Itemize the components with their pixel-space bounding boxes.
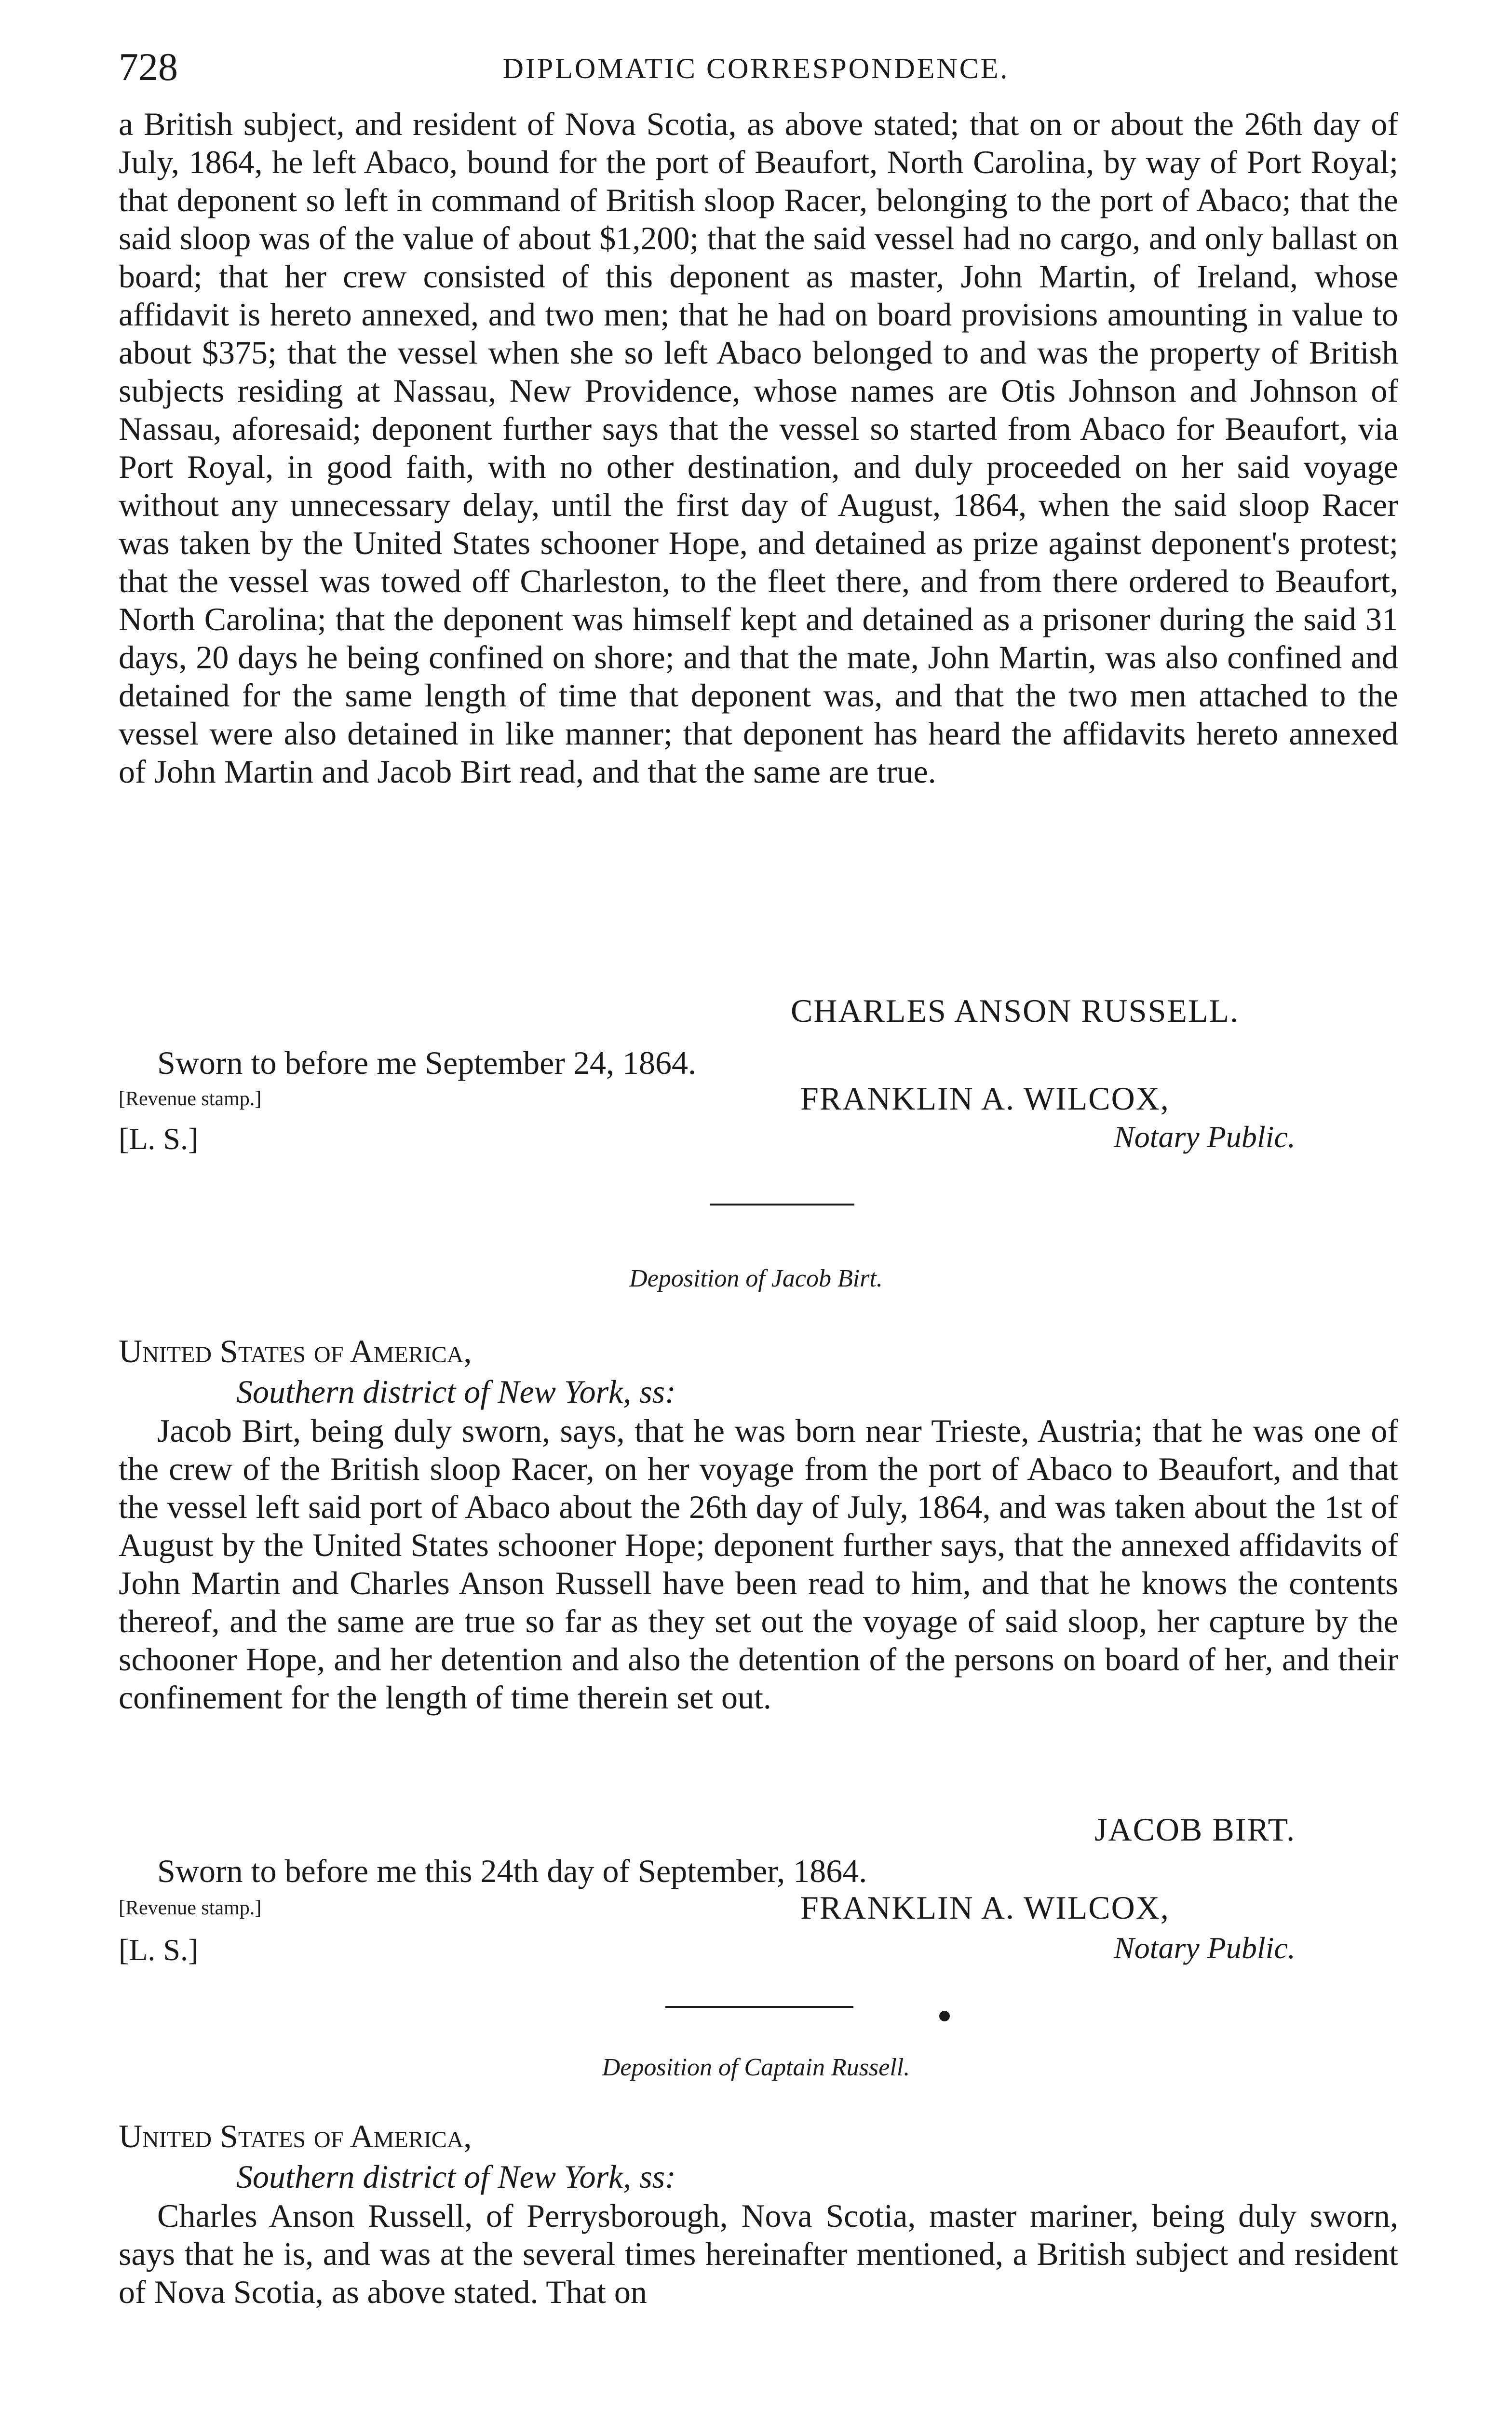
birt-venue: United States of America,: [119, 1333, 472, 1369]
russell-affidavit-text: a British subject, and resident of Nova Scotia, as above stated; that on or about the 26th day of July, 1864, he left Abaco, bound for the port of Beaufort, North Carolina, by way of Port Royal; that deponent so left in command of British sloop Racer, belonging to the port of Abaco; that the said sloop was of the value of about $1,200; that the said vessel had no cargo, and only ballast on board; that her crew consisted of this deponent as master, John Martin, of Ireland, whose affidavit is hereto annexed, and two men; that he had on board provisions amounting in value to about $375; that the vessel when she so left Abaco belonged to and was the property of British subjects residing at Nassau, New Providence, whose names are Otis Johnson and Johnson of Nassau, aforesaid; deponent further says that the vessel so started from Abaco for Beaufort, via Port Royal, in good faith, with no other destination, and duly proceeded on her said voyage without any unnecessary delay, until the first day of August, 1864, when the said sloop Racer was taken by the United States schooner Hope, and detained as prize against deponent's protest; that the vessel was towed off Charleston, to the fleet there, and from there ordered to Beaufort, North Carolina; that the deponent was himself kept and detained as a prisoner during the said 31 days, 20 days he being confined on shore; and that the mate, John Martin, was also confined and detained for the same length of time that deponent was, and that the two men attached to the vessel were also detained in like manner; that deponent has heard the affidavits hereto annexed of John Martin and Jacob Birt read, and that the same are true.: [119, 106, 1398, 790]
birt-revenue-stamp-note: [Revenue stamp.]: [119, 1897, 262, 1919]
revenue-stamp-note: [Revenue stamp.]: [119, 1088, 262, 1110]
notary-title: Notary Public.: [1114, 1120, 1296, 1154]
russell-deposition-text: Charles Anson Russell, of Perrysborough, Nova Scotia, master mariner, being duly sworn, says that he is, and was at the several times hereinafter mentioned, a British subject and resident of Nova Scotia, as above stated. That on: [119, 2197, 1398, 2310]
birt-deposition-title: Deposition of Jacob Birt.: [629, 1265, 883, 1292]
russell-signature: CHARLES ANSON RUSSELL.: [791, 992, 1240, 1029]
section-divider: [710, 1204, 854, 1206]
birt-seal-mark: [L. S.]: [119, 1933, 199, 1967]
birt-district: Southern district of New York, ss:: [236, 1373, 676, 1410]
seal-mark: [L. S.]: [119, 1122, 199, 1156]
page-number: 728: [119, 45, 178, 89]
birt-deposition-text: Jacob Birt, being duly sworn, says, that he was born near Trieste, Austria; that he was one of the crew of the British sloop Racer, on her voyage from the port of Abaco to Beaufort, and that the vessel left said port of Abaco about the 26th day of July, 1864, and was taken about the 1st of August by the United States schooner Hope; deponent further says, that the annexed affidavits of John Martin and Charles Anson Russell have been read to him, and that he knows the contents thereof, and the same are true so far as they set out the voyage of said sloop, her capture by the schooner Hope, and her detention and also the detention of the persons on board of her, and their confinement for the length of time therein set out.: [119, 1412, 1398, 1716]
birt-notary-title: Notary Public.: [1114, 1931, 1296, 1965]
russell-district: Southern district of New York, ss:: [236, 2158, 676, 2195]
birt-notary-name: FRANKLIN A. WILCOX,: [800, 1889, 1170, 1926]
notary-name: FRANKLIN A. WILCOX,: [800, 1080, 1170, 1117]
russell-deposition-title: Deposition of Captain Russell.: [602, 2054, 910, 2081]
russell-sworn-line: Sworn to before me September 24, 1864.: [157, 1044, 696, 1081]
russell-venue: United States of America,: [119, 2118, 472, 2154]
birt-sworn-line: Sworn to before me this 24th day of September, 1864.: [157, 1853, 867, 1889]
birt-signature: JACOB BIRT.: [1094, 1811, 1296, 1848]
running-title: DIPLOMATIC CORRESPONDENCE.: [502, 53, 1010, 84]
section-divider-2: [665, 2006, 853, 2008]
ink-speck: [939, 2011, 950, 2021]
